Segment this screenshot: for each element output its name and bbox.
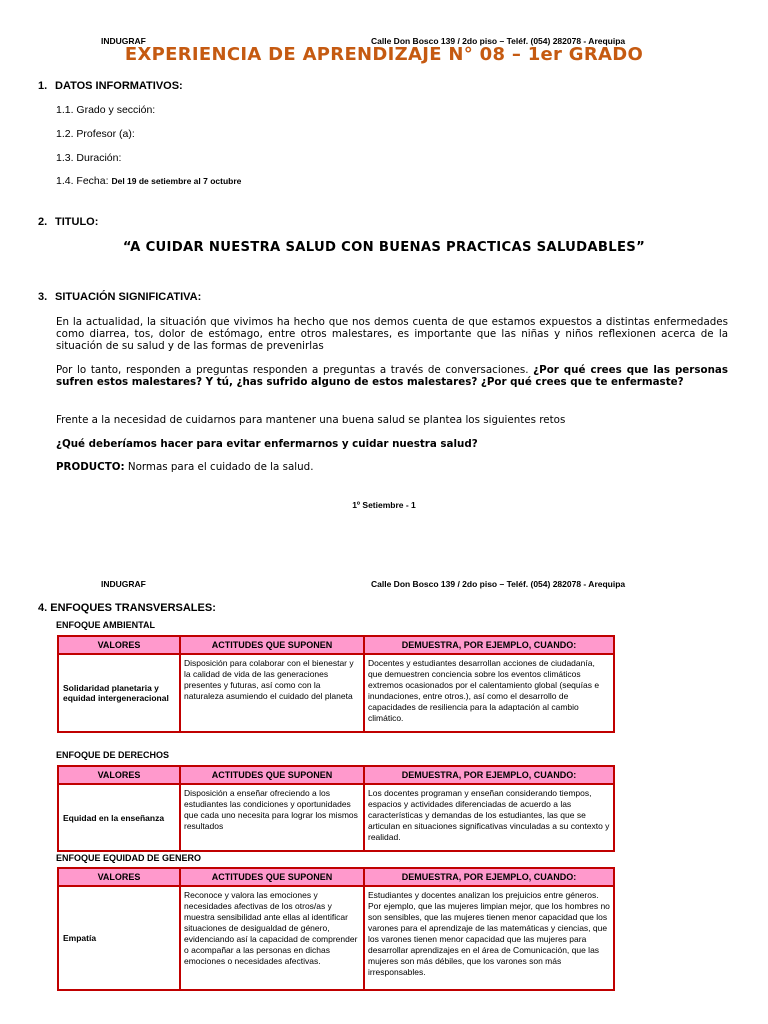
product-label: PRODUCTO: (56, 461, 125, 473)
situation-paragraph-2-text: Por lo tanto, responden a preguntas responden a preguntas a través de conversaciones. (56, 364, 534, 376)
table-header-row (58, 868, 614, 886)
field-fecha-label: 1.4. Fecha: (56, 175, 109, 187)
section-3-number: 3. (38, 291, 48, 303)
section-3-title: SITUACIÓN SIGNIFICATIVA: (55, 291, 202, 303)
valor-cell: Equidad en la enseñanza (58, 784, 180, 851)
page-separator (0, 530, 768, 548)
field-profesor: 1.2. Profesor (a): (56, 128, 135, 140)
enfoque-ambiental-title: ENFOQUE AMBIENTAL (56, 620, 155, 630)
product-line (56, 461, 728, 473)
page-title: EXPERIENCIA DE APRENDIZAJE N° 08 – 1er GRADO (124, 44, 644, 65)
header-address: Calle Don Bosco 139 / 2do piso – Teléf. (054) 282078 - Arequipa (371, 36, 626, 46)
column-header-actitudes: ACTITUDES QUE SUPONEN (180, 636, 364, 654)
section-1-heading (38, 80, 183, 92)
section-2-number: 2. (38, 216, 48, 228)
field-fecha-value: Del 19 de setiembre al 7 octubre (111, 176, 242, 186)
demuestra-cell: Docentes y estudiantes desarrollan acciones de ciudadanía, que demuestren conciencia sobre los eventos climáticos extremos ocasionados por el calentamiento global (sequías e inundaciones, entre otros.), así como el desarrollo de capacidades de resiliencia para la adaptación al cambio climático. (364, 654, 614, 732)
enfoque-genero-table (57, 867, 615, 991)
situation-paragraph-2 (56, 364, 728, 388)
situation-paragraph-3: Frente a la necesidad de cuidarnos para mantener una buena salud se plantea los siguientes retos (56, 414, 566, 426)
demuestra-cell: Estudiantes y docentes analizan los prejuicios entre géneros. Por ejemplo, que las mujeres limpian mejor, que los hombres no son sensibles, que las mujeres tienen menor capacidad que los varones para el aprendizaje de las matemáticas y ciencias, que los varones tienen menor capacidad que las mujeres para desarrollar aprendizajes en el área de Comunicación, que las mujeres son más débiles, que los varones son más irresponsables. (364, 886, 614, 990)
section-1-title: DATOS INFORMATIVOS: (55, 80, 183, 92)
enfoque-derechos-table (57, 765, 615, 852)
actitudes-cell: Disposición para colaborar con el bienestar y la calidad de vida de las generaciones presentes y futuras, así como con la naturaleza asumiendo el cuidado del planeta (180, 654, 364, 732)
column-header-valores: VALORES (58, 636, 180, 654)
challenge-question-text: ¿Qué deberíamos hacer para evitar enfermarnos y cuidar nuestra salud? (56, 438, 478, 450)
field-fecha (56, 175, 241, 187)
table-header-row (58, 636, 614, 654)
enfoque-genero-title: ENFOQUE EQUIDAD DE GENERO (56, 853, 202, 863)
valor-cell: Empatía (58, 886, 180, 990)
section-2-title: TITULO: (55, 216, 99, 228)
enfoque-derechos-title: ENFOQUE DE DERECHOS (56, 750, 170, 760)
field-duracion: 1.3. Duración: (56, 152, 122, 164)
challenge-question (56, 438, 728, 450)
column-header-actitudes: ACTITUDES QUE SUPONEN (180, 868, 364, 886)
valor-cell: Solidaridad planetaria y equidad intergeneracional (58, 654, 180, 732)
section-3-heading (38, 291, 201, 303)
actitudes-cell: Reconoce y valora las emociones y necesidades afectivas de los otros/as y muestra sensibilidad ante ellas al identificar situaciones de desigualdad de género, evidenciando así la capacidad de comprender o acompañar a las personas en dichas emociones o necesidades afectivas. (180, 886, 364, 990)
header-company-page-2: INDUGRAF (101, 579, 146, 589)
column-header-valores: VALORES (58, 766, 180, 784)
experience-title: “A CUIDAR NUESTRA SALUD CON BUENAS PRACTICAS SALUDABLES” (122, 240, 646, 255)
column-header-demuestra: DEMUESTRA, POR EJEMPLO, CUANDO: (364, 766, 614, 784)
situation-questions: ¿Por qué crees que las personas sufren estos malestares? Y tú, ¿has sufrido alguno de estos malestares? ¿Por qué crees que te enfermaste? (56, 364, 728, 388)
table-row (58, 654, 614, 732)
field-grado: 1.1. Grado y sección: (56, 104, 156, 116)
table-row (58, 784, 614, 851)
page-footer: 1º Setiembre - 1 (352, 500, 416, 510)
section-2-heading (38, 216, 98, 228)
table-header-row (58, 766, 614, 784)
column-header-demuestra: DEMUESTRA, POR EJEMPLO, CUANDO: (364, 868, 614, 886)
column-header-actitudes: ACTITUDES QUE SUPONEN (180, 766, 364, 784)
product-value: Normas para el cuidado de la salud. (124, 461, 314, 473)
actitudes-cell: Disposición a enseñar ofreciendo a los estudiantes las condiciones y oportunidades que cada uno necesita para lograr los mismos resultados (180, 784, 364, 851)
table-row (58, 886, 614, 990)
header-company: INDUGRAF (101, 36, 146, 46)
situation-paragraph-1: En la actualidad, la situación que vivimos ha hecho que nos demos cuenta de que estamos expuestos a distintas enfermedades como diarrea, tos, dolor de estómago, entre otros malestares, es importante que las niñas y niños reflexionen acerca de la situación de su salud y de las formas de prevenirlas (56, 316, 728, 352)
header-address-page-2: Calle Don Bosco 139 / 2do piso – Teléf. (054) 282078 - Arequipa (371, 579, 626, 589)
enfoque-ambiental-table (57, 635, 615, 733)
section-4-heading: 4. ENFOQUES TRANSVERSALES: (38, 602, 216, 614)
demuestra-cell: Los docentes programan y enseñan considerando tiempos, espacios y actividades diferenciadas de acuerdo a las características y demandas de los estudiantes, las que se articulan en situaciones significativas vinculadas a su contexto y realidad. (364, 784, 614, 851)
section-1-number: 1. (38, 80, 48, 92)
column-header-demuestra: DEMUESTRA, POR EJEMPLO, CUANDO: (364, 636, 614, 654)
column-header-valores: VALORES (58, 868, 180, 886)
